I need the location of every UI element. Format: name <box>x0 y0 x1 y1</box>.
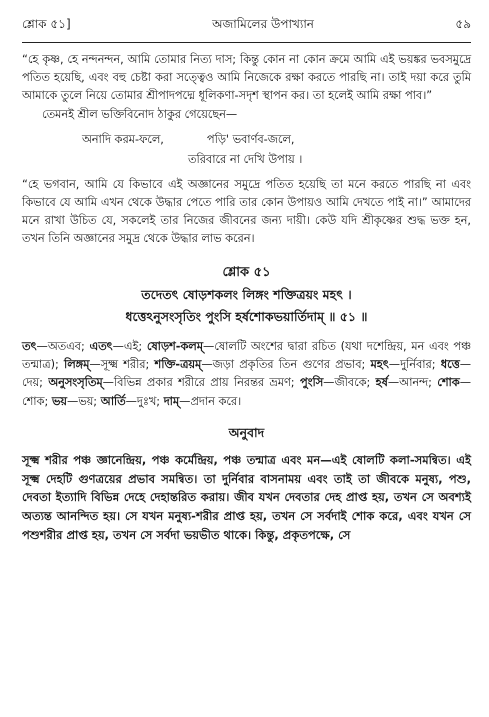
synonym-meaning: এই; <box>123 339 147 353</box>
synonym-dash: — <box>89 358 101 372</box>
sanskrit-verse <box>22 284 471 328</box>
synonym-dash: — <box>323 376 335 390</box>
synonym-word: আর্তি <box>100 394 126 408</box>
synonym-word: হর্ষ <box>375 376 388 390</box>
running-header <box>22 0 471 36</box>
synonym-word: অনুসংসৃতিম্ <box>48 376 103 390</box>
synonym-meaning: ভয়; <box>78 394 101 408</box>
synonym-word: লিঙ্গম্ <box>64 358 90 372</box>
translation-title: অনুবাদ <box>228 425 265 441</box>
song-lines <box>22 130 471 170</box>
header-chapter-title: অজামিলের উপাখ্যান <box>212 17 314 31</box>
synonym-dash: — <box>66 394 79 408</box>
synonym-meaning: জীবকে; <box>334 376 376 390</box>
synonym-meaning: আনন্দ; <box>399 376 438 390</box>
synonym-meaning: সূক্ষ্ম শরীর; <box>100 358 155 372</box>
synonym-dash: — <box>112 339 124 353</box>
synonym-meaning: দেয়; <box>22 376 49 390</box>
song-intro: তেমনই শ্রীল ভক্তিবিনোদ ঠাকুর গেয়েছেন— <box>42 107 238 121</box>
synonym-dash: — <box>388 358 401 372</box>
synonym-meaning: ষোলটি অংশের দ্বারা রচিত (যথা দশেন্দ্রিয়, মন এবং পঞ্চ তন্মাত্র); <box>22 339 471 372</box>
verse-title: শ্লোক ৫১ <box>222 264 271 280</box>
synonym-meaning: জড়া প্রকৃতির তিন গুণের প্রভাব; <box>212 358 371 372</box>
synonym-dash: — <box>459 358 471 372</box>
prayer-quote-paragraph: “হে কৃষ্ণ, হে নন্দনন্দন, আমি তোমার নিত্য দাস; কিন্তু কোন না কোন ক্রমে আমি এই ভয়ঙ্কর ভবসমুদ্রে পতিত হয়েছি, এবং বহু চেষ্টা করা সত্ত্বেও আমি নিজেকে রক্ষা করতে পারছি না। তাই দয়া করে তুমি আমাকে তুলে নিয়ে তোমার শ্রীপাদপদ্মে ধূলিকণা-সদৃশ স্থাপন কর। তা হলেই আমি রক্ষা পাব।” <box>22 53 471 103</box>
synonym-dash: — <box>125 394 137 408</box>
synonym-meaning: অতএব; <box>47 339 90 353</box>
synonym-meaning: বিভিন্ন প্রকার শরীরে প্রায় নিরন্তর ভ্রমণ; <box>113 376 300 390</box>
synonym-dash: — <box>102 376 114 390</box>
synonym-meaning: দুর্নিবার; <box>400 358 441 372</box>
synonym-dash: — <box>387 376 400 390</box>
synonym-word: শক্তি-ত্রয়ম্ <box>154 358 202 372</box>
song-line-1: অনাদি করম-ফলে, পড়ি' ভবার্ণব-জলে, <box>82 132 295 146</box>
synonyms-paragraph <box>22 338 471 412</box>
synonym-dash: — <box>201 358 213 372</box>
synonym-dash: — <box>202 339 215 353</box>
translation-paragraph: সূক্ষ্ম শরীর পঞ্চ জ্ঞানেন্দ্রিয়, পঞ্চ কর্মেন্দ্রিয়, পঞ্চ তন্মাত্র এবং মন—এই ষোলটি কলা-সমন্বিত। এই সূক্ষ্ম দেহটি গুণত্রয়ের প্রভাব সমন্বিত। তা দুর্নিবার বাসনাময় এবং তাই তা জীবকে মনুষ্য, পশু, দেবতা ইত্যাদি বিভিন্ন দেহে দেহান্তরিত করায়। জীব যখন দেবতার দেহ প্রাপ্ত হয়, তখন সে অবশ্যই অত্যন্ত আনন্দিত হয়। সে যখন মনুষ্য-শরীর প্রাপ্ত হয়, তখন সে সর্বদাই শোক করে, এবং যখন সে পশুশরীর প্রাপ্ত হয়, তখন সে সর্বদা ভয়ভীত থাকে। কিন্তু, প্রকৃতপক্ষে, সে <box>22 453 471 542</box>
synonym-word: দাম্ <box>163 394 180 408</box>
synonym-meaning: প্রদান করে। <box>190 394 242 408</box>
verse-line-2: ধত্তেঽনুসংসৃতিং পুংসি হর্ষশোকভয়ার্তিদাম্ ॥ ৫১ ॥ <box>125 308 368 324</box>
synonym-dash: — <box>179 394 191 408</box>
synonym-dash: — <box>459 376 472 390</box>
song-line-2: তরিবারে না দেখি উপায় । <box>188 152 303 166</box>
synonym-word: পুংসি <box>299 376 324 390</box>
song-meaning-paragraph: “হে ভগবান, আমি যে কিভাবে এই অজ্ঞানের সমুদ্রে পতিত হয়েছি তা মনে করতে পারছি না এবং কিভাবে যে আমি এখন থেকে উদ্ধার পেতে পারি তার কোন উপায়ও আমি দেখতে পাই না।” আমাদের মনে রাখা উচিত যে, সকলেই তার নিজের জীবনের জন্য দায়ী। কেউ যদি শ্রীকৃষ্ণের শুদ্ধ ভক্ত হন, তখন তিনি অজ্ঞানের সমুদ্র থেকে উদ্ধার লাভ করেন। <box>22 177 471 246</box>
page-number: ৫৯ <box>455 17 471 31</box>
synonym-word: মহৎ <box>370 358 389 372</box>
synonym-meaning: শোক; <box>22 394 52 408</box>
synonym-meaning: দুঃখ; <box>136 394 164 408</box>
verse-line-1: তদেতৎ ষোড়শকলং লিঙ্গং শক্তিত্রয়ং মহৎ । <box>141 286 352 302</box>
synonym-word: তৎ <box>22 339 37 353</box>
synonym-word: ষোড়শ-কলম্ <box>146 339 203 353</box>
header-divider <box>22 42 471 43</box>
synonym-word: ধত্তে <box>440 358 460 372</box>
synonym-word: শোক <box>437 376 460 390</box>
synonym-dash: — <box>36 339 48 353</box>
synonym-word: এতৎ <box>89 339 113 353</box>
synonym-word: ভয় <box>51 394 67 408</box>
header-verse-ref: শ্লোক ৫১] <box>22 17 71 31</box>
